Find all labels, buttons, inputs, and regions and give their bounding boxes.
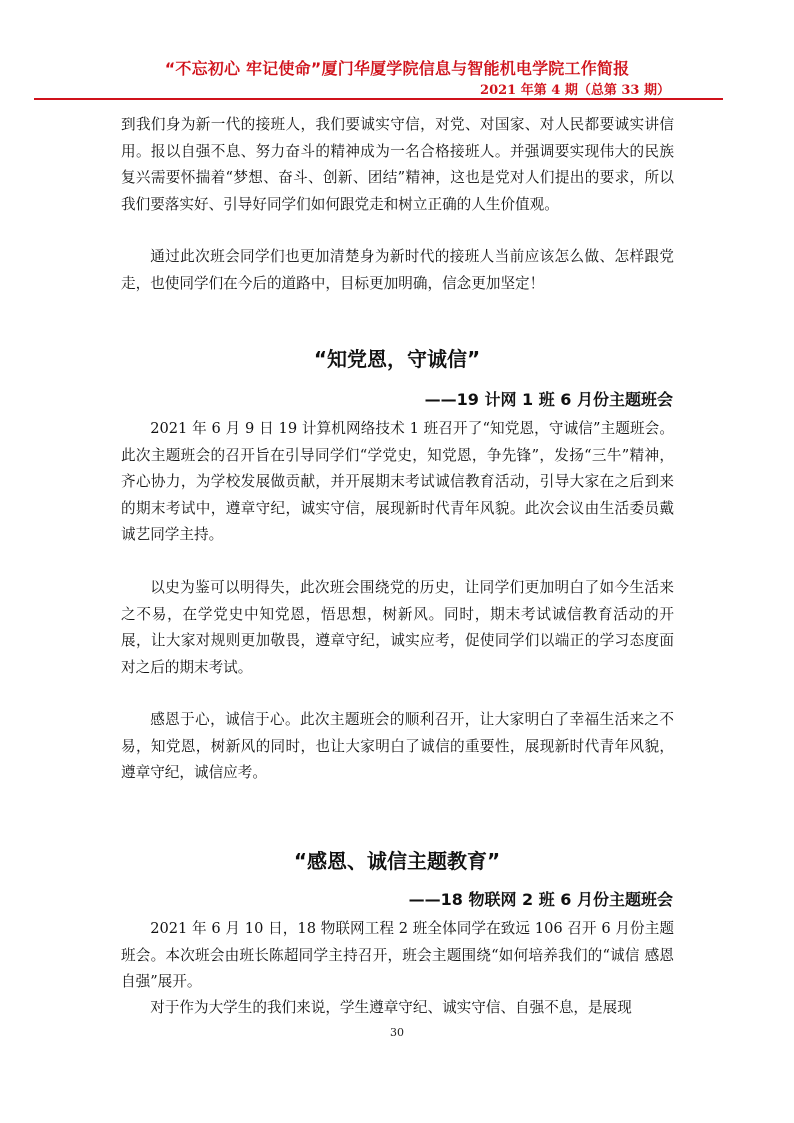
- issue-number: 2021 年第 4 期（总第 33 期）: [480, 83, 670, 98]
- section1-paragraph-3: 感恩于心，诚信于心。此次主题班会的顺利召开，让大家明白了幸福生活来之不易，知党恩，树新风的同时，也让大家明白了诚信的重要性，展现新时代青年风貌，遵章守纪，诚信应考。: [121, 711, 674, 781]
- section1-subtitle: ——19 计网 1 班 6 月份主题班会: [424, 390, 673, 409]
- intro-paragraph-1: 到我们身为新一代的接班人，我们要诚实守信，对党、对国家、对人民都要诚实讲信用。报以自强不息、努力奋斗的精神成为一名合格接班人。并强调要实现伟大的民族复兴需要怀揣着“梦想、奋斗、创新、团结”精神，这也是党对人们提出的要求，所以我们要落实好、引导好同学们如何跟党走和树立正确的人生价值观。: [121, 116, 674, 213]
- bulletin-title: “不忘初心 牢记使命”厦门华厦学院信息与智能机电学院工作简报: [164, 59, 630, 78]
- section2-title: “感恩、诚信主题教育”: [293, 849, 501, 873]
- section1-paragraph-1: 2021 年 6 月 9 日 19 计算机网络技术 1 班召开了“知党恩，守诚信”主题班会。此次主题班会的召开旨在引导同学们“学党史，知党恩，争先锋”，发扬“三牛”精神，齐心协力，为学校发展做贡献，并开展期末考试诚信教育活动，引导大家在之后到来的期末考试中，遵章守纪，诚实守信，展现新时代青年风貌。此次会议由生活委员戴诚艺同学主持。: [121, 420, 674, 543]
- section2-paragraph-2: 对于作为大学生的我们来说，学生遵章守纪、诚实守信、自强不息，是展现: [150, 999, 632, 1016]
- intro-paragraph-2: 通过此次班会同学们也更加清楚身为新时代的接班人当前应该怎么做、怎样跟党走，也使同学们在今后的道路中，目标更加明确，信念更加坚定！: [121, 248, 674, 292]
- section2-paragraph-1: 2021 年 6 月 10 日，18 物联网工程 2 班全体同学在致远 106 召开 6 月份主题班会。本次班会由班长陈超同学主持召开，班会主题围绕“如何培养我们的“诚信 感恩 自强”展开。: [121, 920, 674, 990]
- section2-subtitle: ——18 物联网 2 班 6 月份主题班会: [408, 890, 673, 909]
- section1-paragraph-2: 以史为鉴可以明得失，此次班会围绕党的历史，让同学们更加明白了如今生活来之不易，在学党史中知党恩，悟思想，树新风。同时，期末考试诚信教育活动的开展，让大家对规则更加敬畏，遵章守纪，诚实应考，促使同学们以端正的学习态度面对之后的期末考试。: [121, 579, 674, 676]
- header-divider: [34, 98, 723, 100]
- page-number: 30: [390, 1026, 404, 1039]
- section1-title: “知党恩，守诚信”: [313, 347, 481, 371]
